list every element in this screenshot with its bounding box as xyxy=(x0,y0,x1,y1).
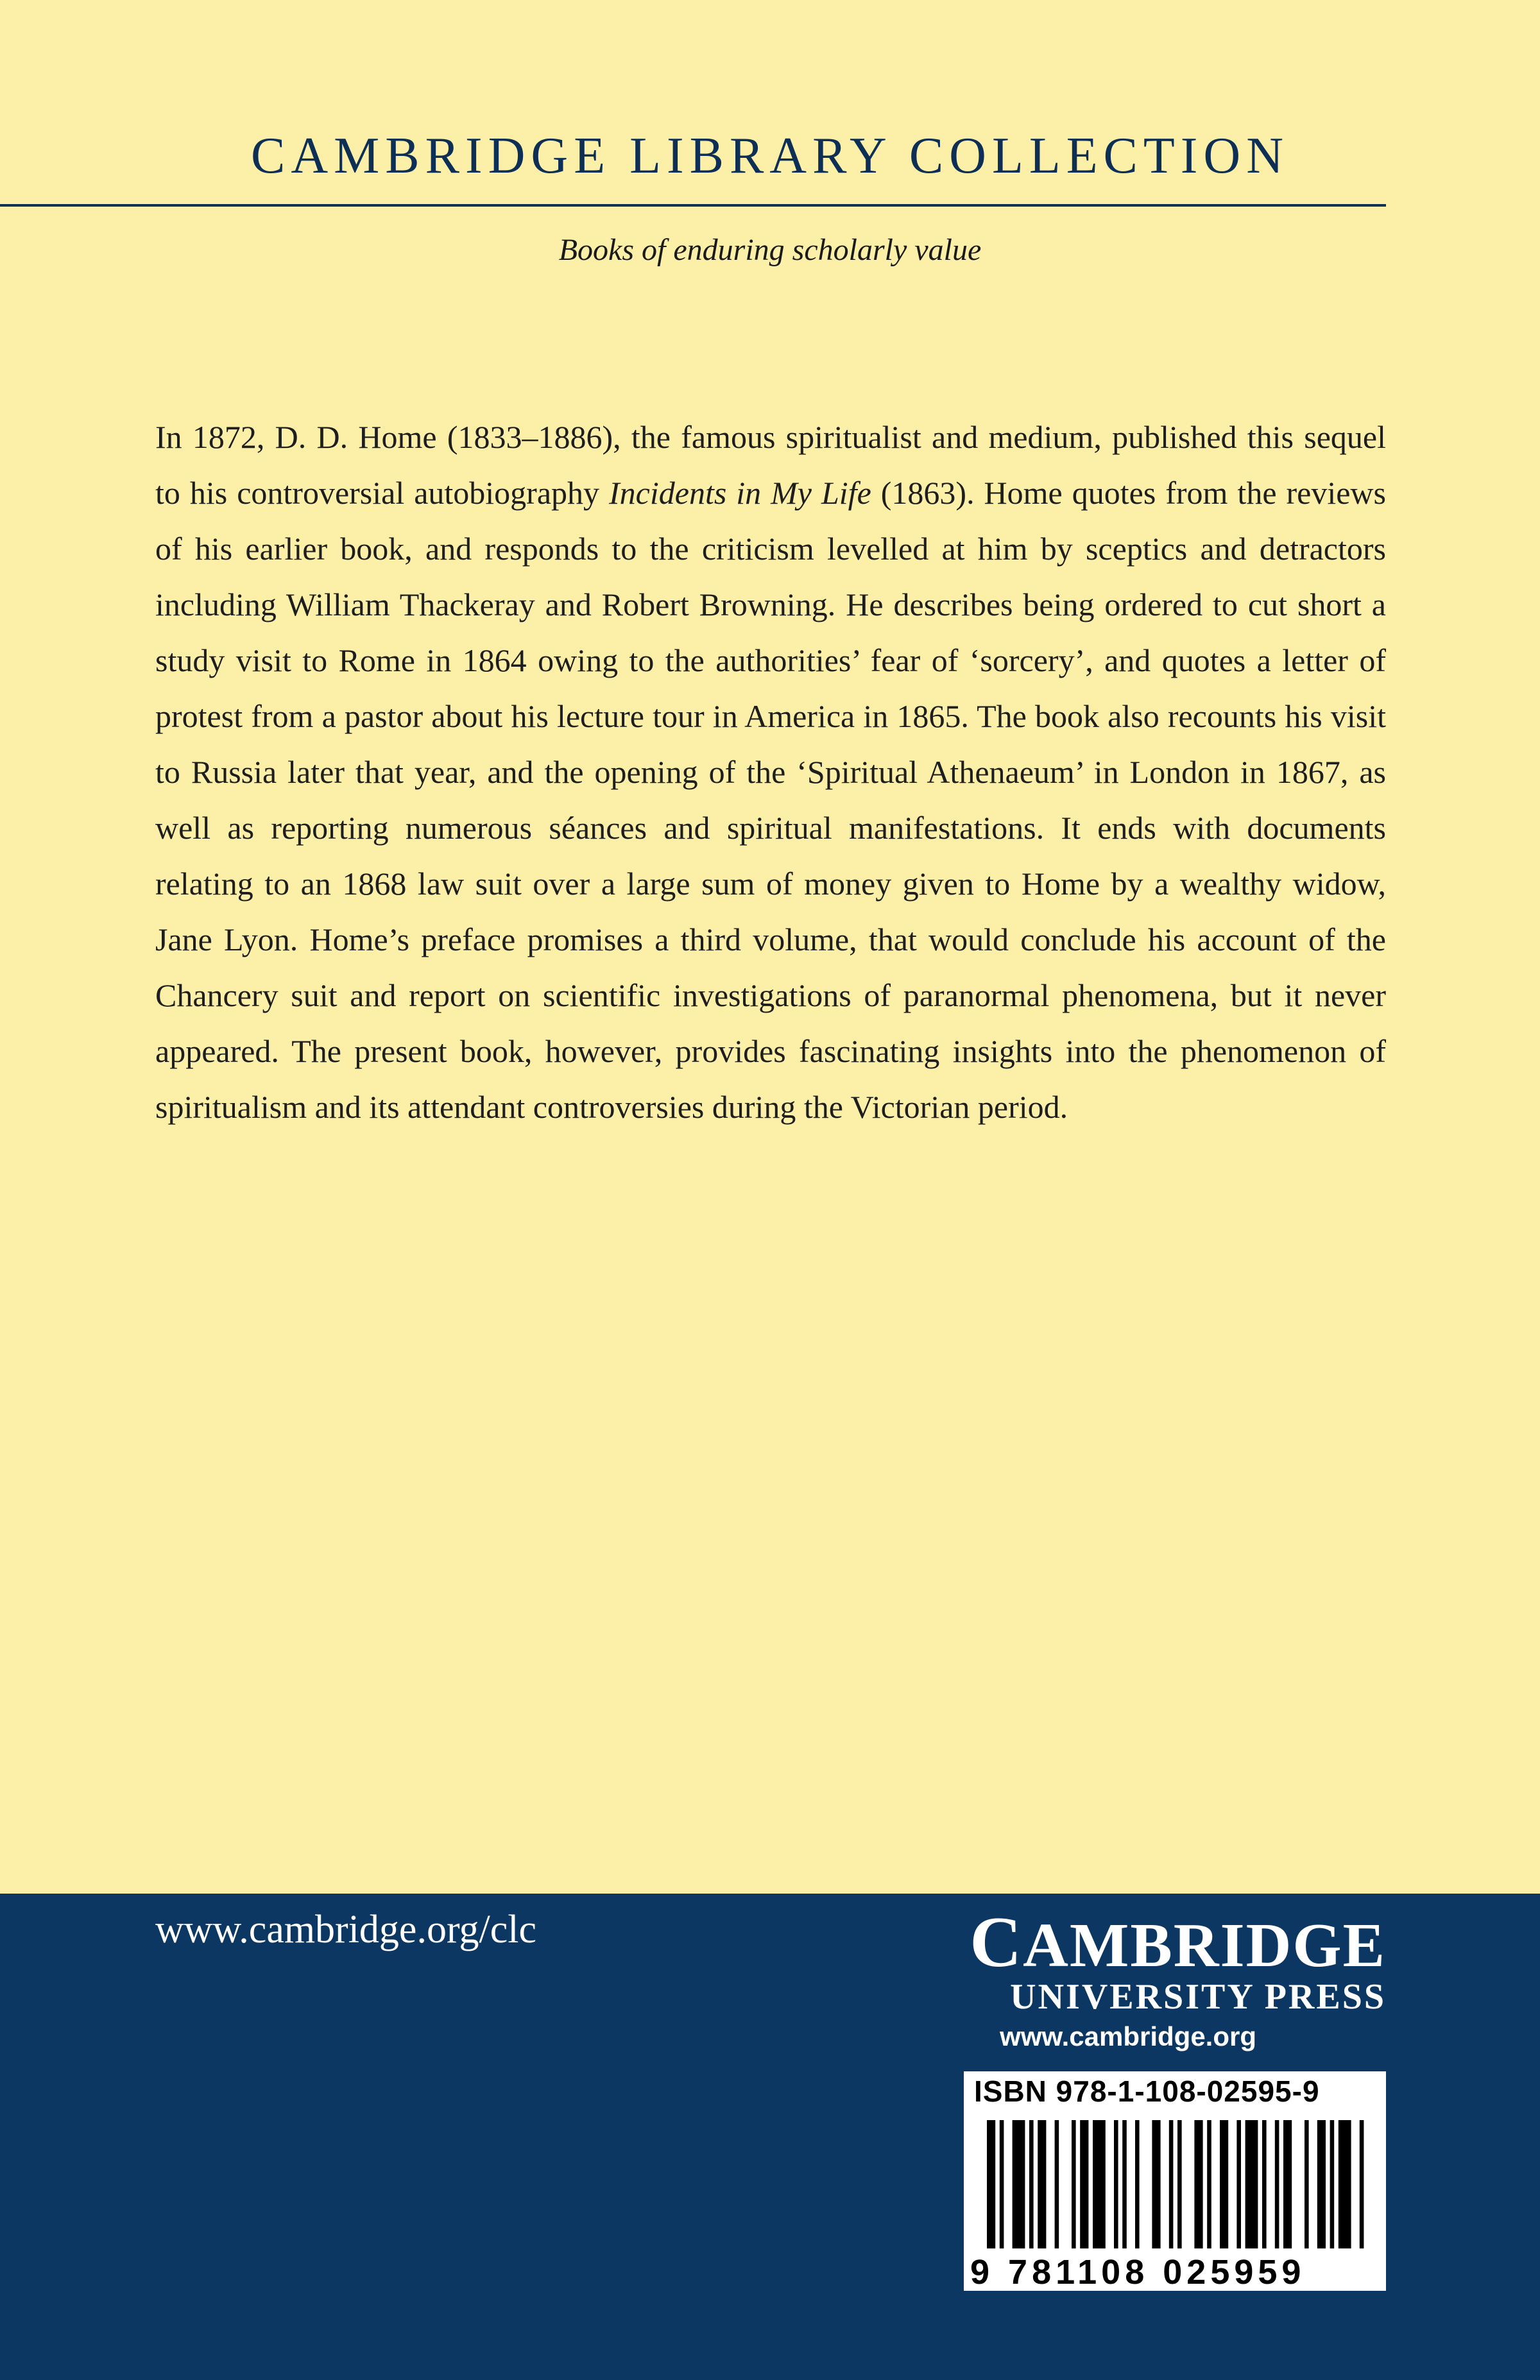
barcode-bar xyxy=(1330,2120,1335,2248)
series-url-link[interactable]: www.cambridge.org/clc xyxy=(155,1908,536,1951)
barcode-bar xyxy=(987,2120,995,2248)
referenced-book-title: Incidents in My Life xyxy=(609,475,871,511)
barcode-bar xyxy=(1072,2120,1076,2248)
publisher-logo-subtitle: UNIVERSITY PRESS xyxy=(1010,1977,1386,2017)
barcode-bar xyxy=(1122,2120,1127,2248)
barcode-bar xyxy=(1220,2120,1228,2248)
barcode-bar xyxy=(1317,2120,1326,2248)
barcode-bar xyxy=(1093,2120,1106,2248)
isbn-barcode xyxy=(964,2071,1386,2291)
barcode-bar xyxy=(1283,2120,1292,2248)
barcode-bar xyxy=(1114,2120,1118,2248)
isbn-label: ISBN 978-1-108-02595-9 xyxy=(974,2075,1320,2108)
barcode-bar xyxy=(1135,2120,1140,2248)
description-part-1: In 1872, D. D. Home (1833–1886), the famous spiritualist and medium, published this sequel to his controversial autobiography xyxy=(155,419,1386,511)
barcode-bar xyxy=(1177,2120,1182,2248)
barcode-bar xyxy=(1339,2120,1351,2248)
barcode-bar xyxy=(1245,2120,1258,2248)
barcode-bar xyxy=(1360,2120,1364,2248)
barcode-bar xyxy=(1080,2120,1088,2248)
series-title: CAMBRIDGE LIBRARY COLLECTION xyxy=(251,128,1289,184)
book-description xyxy=(155,409,1386,1135)
barcode-bar xyxy=(1169,2120,1174,2248)
publisher-logo-rest: AMBRIDGE xyxy=(1023,1911,1386,1980)
publisher-logo-initial: C xyxy=(970,1903,1023,1982)
title-rule xyxy=(0,204,1386,207)
barcode-bar xyxy=(1038,2120,1046,2248)
publisher-logo-name xyxy=(970,1903,1386,1982)
series-tagline: Books of enduring scholarly value xyxy=(558,233,982,267)
barcode-digits: 9 781108 025959 xyxy=(970,2253,1306,2291)
barcode-bar xyxy=(1013,2120,1025,2248)
barcode-bar xyxy=(1262,2120,1267,2248)
barcode-bar xyxy=(1275,2120,1279,2248)
barcode-bar xyxy=(1207,2120,1211,2248)
description-part-2: (1863). Home quotes from the reviews of his earlier book, and responds to the criticism levelled at him by sceptics and detractors including William Thackeray and Robert Browning. He describes being ordered to cut short a study visit to Rome in 1864 owing to the authorities’ fear of ‘sorcery’, and quotes a letter of protest from a pastor about his lecture tour in America in 1865. The book also recounts his visit to Russia later that year, and the opening of the ‘Spiritual Athenaeum’ in London in 1867, as well as reporting numerous séances and spiritual manifestations. It ends with documents relating to an 1868 law suit over a large sum of money given to Home by a wealthy widow, Jane Lyon. Home’s preface promises a third volume, that would conclude his account of the Chancery suit and report on scientific investigations of paranormal phenomena, but it never appeared. The present book, however, provides fascinating insights into the phenomenon of spiritualism and its attendant controversies during the Victorian period. xyxy=(155,475,1386,1125)
barcode-bar xyxy=(1029,2120,1034,2248)
barcode-bar xyxy=(1152,2120,1160,2248)
barcode-bar xyxy=(1000,2120,1004,2248)
publisher-url-link[interactable]: www.cambridge.org xyxy=(1000,2021,1256,2051)
barcode-bar xyxy=(1305,2120,1309,2248)
barcode-bar xyxy=(1236,2120,1241,2248)
barcode-bar xyxy=(1194,2120,1202,2248)
barcode-bar xyxy=(1055,2120,1059,2248)
